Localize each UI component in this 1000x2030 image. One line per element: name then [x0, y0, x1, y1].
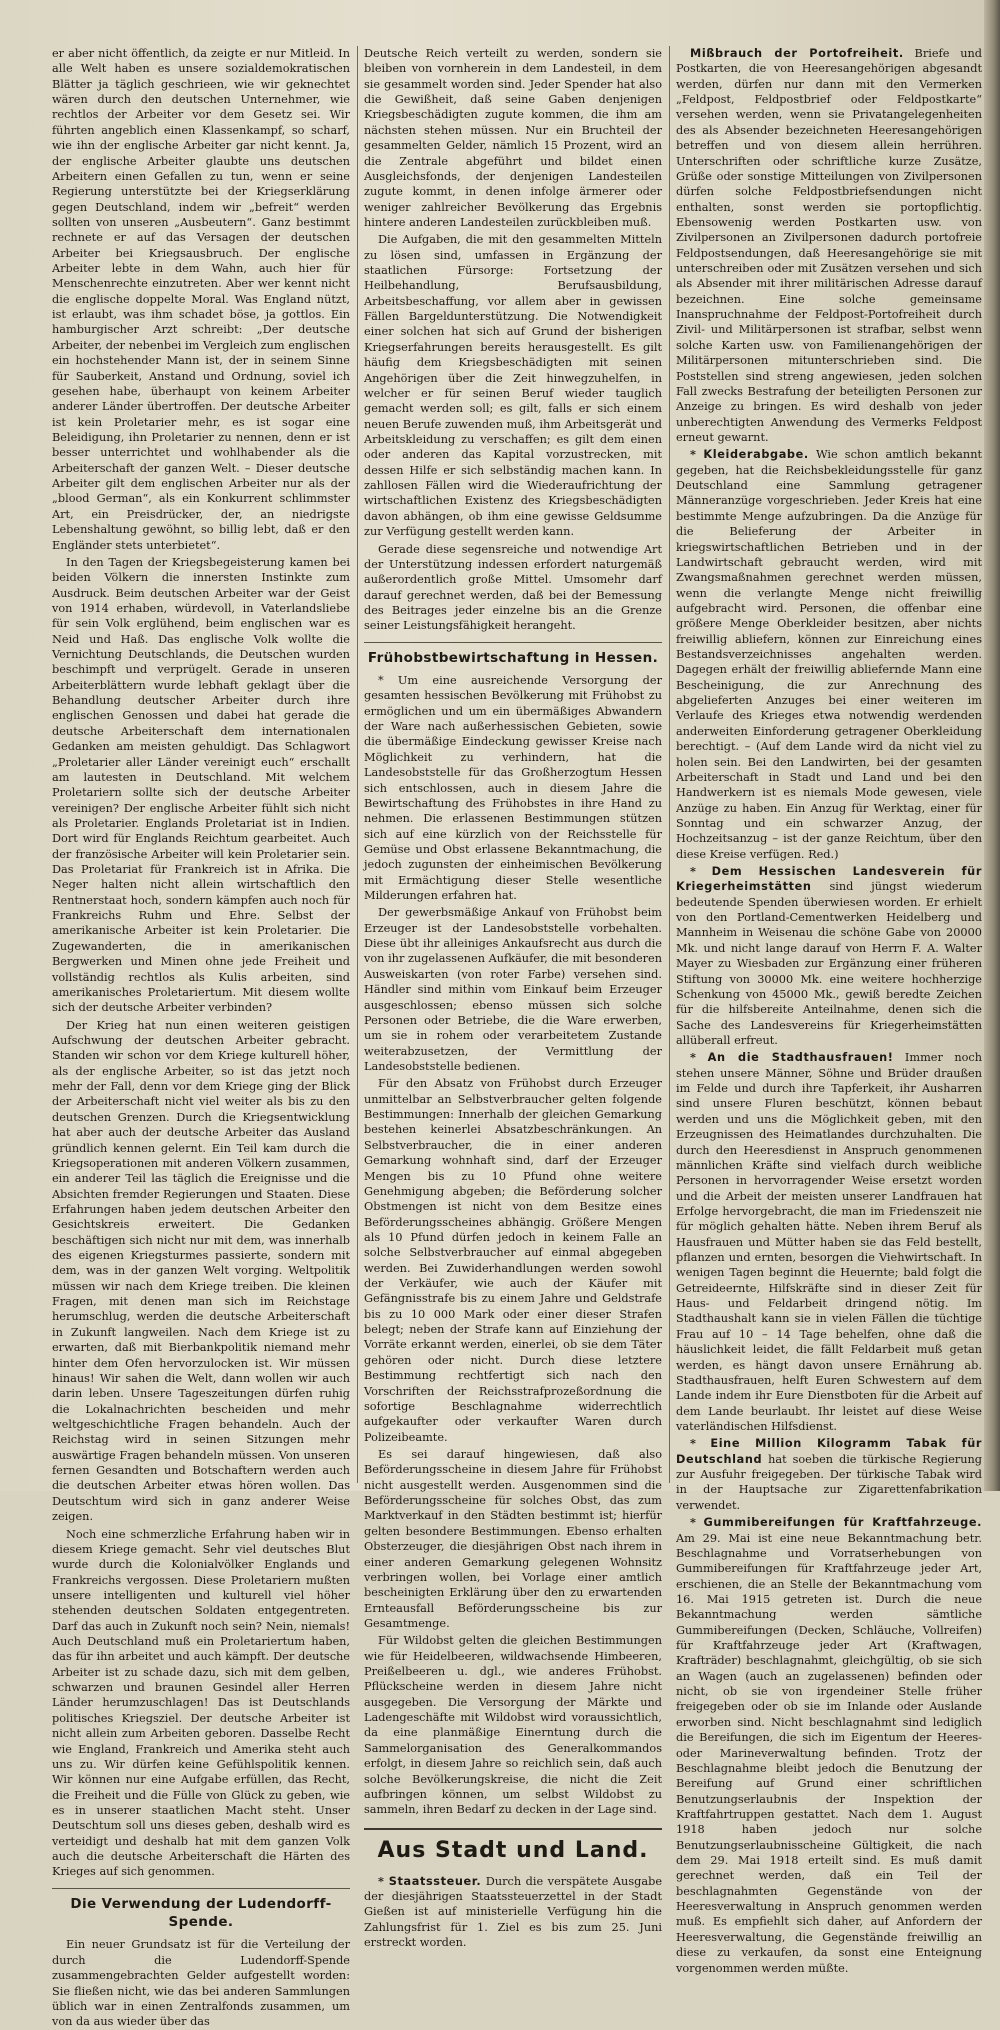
article-paragraph: Gerade diese segensreiche und notwendige Art der Unterstützung indessen erfordert naturgemäß außerordentlich große Mittel. Umsomehr darf darauf gerechnet werden, daß bei der Bemessung des Beitrages jeder einzelne bis an die Grenze seiner Leistungsfähigkeit herangeht. [364, 542, 662, 633]
article-paragraph: Deutsche Reich verteilt zu werden, sondern sie bleiben von vornherein in dem Landesteil, in dem sie gesammelt worden sind. Jeder Spender hat also die Gewißheit, daß seine Gaben denjenigen Kriegsbeschädigten zugute kommen, die ihm am nächsten stehen müssen. Nur ein Bruchteil der gesammelten Gelder, nämlich 15 Prozent, wird an die Zentrale abgeführt und bildet einen Ausgleichsfonds, der denjenigen Landesteilen zugute kommt, in denen infolge ärmerer oder weniger zahlreicher Bevölkerung das Ergebnis hintere anderen Landesteilen zurückbleiben muß. [364, 47, 662, 229]
item-heading-gummibereifungen: Gummibereifungen für Kraftfahrzeuge. [703, 1516, 982, 1530]
article-paragraph: Der Krieg hat nun einen weiteren geistigen Aufschwung der deutschen Arbeiter gebracht. Standen wir schon vor dem Kriege kulturell höher, als der englische Arbeiter, so ist das jetzt noch mehr der Fall, denn vor dem Kriege ging der Blick der Arbeiterschaft nicht viel weiter als bis zu den deutschen Grenzen. Durch die Kriegsentwicklung hat aber auch der deutsche Arbeiter das Ausland gründlich kennen gelernt. Ein Teil kam durch die Kriegsoperationen mit anderen Völkern zusammen, ein anderer Teil las täglich die Ereignisse und die Absichten fremder Regierungen und Staaten. Diese Erfahrungen haben jedem deutschen Arbeiter den Gesichtskreis erweitert. Die Gedanken beschäftigen sich nicht nur mit dem, was innerhalb des eigenen Kriegsturmes passierte, sondern mit dem, was in der ganzen Welt vorging. Weltpolitik müssen wir nach dem Kriege treiben. Die kleinen Fragen, mit denen man sich im Reichstage herumschlug, werden die deutsche Arbeiterschaft in Zukunft langweilen. Nach dem Kriege ist zu erwarten, daß mit Bierbankpolitik niemand mehr hinter dem Ofen hervorzulocken ist. Wir müssen hinaus! Wir sahen die Welt, dann wollen wir auch darin leben. Unsere Tageszeitungen dürfen ruhig die Lokalnachrichten bescheiden und mehr weltgeschichtliche Fragen behandeln. Auch der Reichstag wird in seinen Sitzungen mehr auswärtige Fragen behandeln müssen. Von unseren fernen Gesandten und Botschaftern werden auch die deutschen Arbeiter etwas hören wollen. Das Deutschtum wird sich in ganz anderer Weise zeigen. [52, 1018, 350, 1524]
column-divider [669, 46, 670, 1483]
article-paragraph: Ein neuer Grundsatz ist für die Verteilung der durch die Ludendorff-Spende zusammengebrachten Gelder aufgestellt worden: Sie fließen nicht, wie das bei anderen Sammlungen üblich war in einen Zentralfonds zusammen, um von da aus wieder über das [52, 1938, 350, 2029]
text-columns [52, 46, 986, 2029]
article-paragraph: Für den Absatz von Frühobst durch Erzeuger unmittelbar an Selbstverbraucher gelten folgende Bestimmungen: Innerhalb der gleichen Gemarkung bestehen keinerlei Absatzbeschränkungen. An Selbstverbraucher, die in einer anderen Gemarkung wohnhaft sind, darf der Erzeuger Mengen bis zu 10 Pfund ohne weitere Genehmigung abgeben; die Beförderung solcher Obstmengen ist nicht von dem Besitze eines Beförderungsscheines abhängig. Größere Mengen als 10 Pfund dürfen jedoch in keinem Falle an solche Selbstverbraucher auf einmal abgegeben werden. Bei Zuwiderhandlungen werden sowohl der Verkäufer, wie auch der Käufer mit Gefängnisstrafe bis zu einem Jahre und Geldstrafe bis zu 10 000 Mark oder einer dieser Strafen belegt; neben der Strafe kann auf Einziehung der Vorräte erkannt werden, einerlei, ob sie dem Täter gehören oder nicht. Durch diese letztere Bestimmung rechtfertigt sich nach den Vorschriften der Reichsstrafprozeßordnung die sofortige Beschlagnahme widerrechtlich aufgekaufter oder verkaufter Waren durch Polizeibeamte. [364, 1077, 662, 1444]
section-heading-ludendorff: Die Verwendung der Ludendorff-Spende. [52, 1888, 350, 1932]
section-heading-fruehobst: Frühobstbewirtschaftung in Hessen. [364, 642, 662, 667]
item-marker: * [690, 1436, 711, 1451]
item-heading-portofreiheit: Mißbrauch der Portofreiheit. [690, 47, 904, 60]
item-heading-hausfrauen: An die Stadthausfrauen! [707, 1051, 894, 1065]
item-heading-kleiderabgabe: Kleiderabgabe. [703, 448, 809, 462]
column-3 [676, 46, 983, 1975]
column-2 [364, 46, 663, 1949]
article-paragraph: er aber nicht öffentlich, da zeigte er nur Mitleid. In alle Welt haben es unsere sozialdemokratischen Blätter ja täglich geschrieen, wie wir geknechtet wären durch den deutschen Unternehmer, wie rechtlos der Arbeiter vor dem Gesetz sei. Wir führten angeblich einen Klassenkampf, so scharf, wie ihn der englische Arbeiter gar nicht kennt. Ja, der englische Arbeiter glaubte uns deutschen Arbeitern einen Gefallen zu tun, wenn er seine Regierung unterstützte bei der Kriegserklärung gegen Deutschland, indem wir „befreit“ werden sollten von unseren „Ausbeutern“. Ganz bestimmt rechnete er auf das Versagen der deutschen Arbeiter bei Kriegsausbruch. Der englische Arbeiter lebte in dem Wahn, auch hier für Menschenrechte einzutreten. Aber wer kennt nicht die englische doppelte Moral. Was England nützt, ist erlaubt, was ihm schadet böse, ja gottlos. Ein hamburgischer Arzt schreibt: „Der deutsche Arbeiter, der nebenbei im Vergleich zum englischen ein hochstehender Mann ist, der in seinem Sinne für Sauberkeit, Anstand und Ordnung, soviel ich gesehen habe, überhaupt von keinem Arbeiter anderer Länder übertroffen. Der deutsche Arbeiter ist kein Proletarier mehr, es ist sogar eine Beleidigung, ihn Proletarier zu nennen, denn er ist besser unterrichtet und wohlhabender als die Arbeiterschaft der ganzen Welt. – Dieser deutsche Arbeiter gilt dem englischen Arbeiter nur als der „blood German“, als ein Konkurrent schlimmster Art, ein Preisdrücker, der, an niedrigste Lebenshaltung gewöhnt, so billig lebt, daß er den Engländer stets unterbietet“. [52, 47, 350, 552]
item-marker: * [690, 447, 704, 462]
column-1 [52, 46, 350, 2029]
article-paragraph: Der gewerbsmäßige Ankauf von Frühobst beim Erzeuger ist der Landesobststelle vorbehalten. Diese übt ihr alleiniges Ankaufsrecht aus durch die von ihr zugelassenen Aufkäufer, die mit besonderen Ausweiskarten (von roter Farbe) versehen sind. Händler sind mithin vom Einkauf beim Erzeuger ausgeschlossen; ebenso müssen sich solche Personen oder Betriebe, die die Ware erwerben, um sie in rohem oder verarbeitetem Zustande weiterabzusetzen, der Vermittlung der Landesobststelle bedienen. [364, 906, 662, 1073]
item-text: Immer noch stehen unsere Männer, Söhne und Brüder draußen im Felde und durch ihre Tapferkeit, ihr Ausharren sind unsere Fluren beschützt, können bebaut werden und uns die Möglichkeit geben, mit den Erzeugnissen des Heimatlandes durchzuhalten. Die durch den Heeresdienst in Anspruch genommenen männlichen Kräfte sind vielfach durch weibliche Personen in hervorragender Weise ersetzt worden und die Arbeit der meisten unserer Landfrauen hat Erfolge hervorgebracht, die man im Friedenszeit nie für möglich gehalten hätte. Neben ihrem Beruf als Hausfrauen und Mütter haben sie das Feld bestellt, pflanzen und ernten, besorgen die Viehwirtschaft. In wenigen Tagen beginnt die Heuernte; bald folgt die Getreideernte, Hilfskräfte sind in dieser Zeit für Haus- und Feldarbeit dringend nötig. Im Stadthaushalt kann sie in vielen Fällen die tüchtige Frau auf 10 – 14 Tage behelfen, ohne daß die häuslichkeit leidet, die fällt Feldarbeit muß getan werden, es hängt davon unsere Ernährung ab. Stadthausfrauen, helft Euren Schwestern auf dem Lande indem ihr Eure Dienstboten für die Arbeit auf dem Lande beurlaubt. Ihr leistet auf diese Weise vaterländischen Hilfsdienst. [676, 1051, 982, 1433]
item-text: Am 29. Mai ist eine neue Bekanntmachung betr. Beschlagnahme und Vorratserhebungen von Gummibereifungen für Kraftfahrzeuge jeder Art, erschienen, die an Stelle der Bekanntmachung vom 16. Mai 1915 getreten ist. Durch die neue Bekanntmachung werden sämtliche Gummibereifungen (Decken, Schläuche, Vollreifen) für Kraftfahrzeuge jeder Art (Kraftwagen, Krafträder) beschlagnahmt, gleichgültig, ob sie sich an Wagen (auch an zugelassenen) befinden oder nicht, ob sie von irgendeiner Stelle früher freigegeben oder ob sie im Inlande oder Auslande erworben sind. Nicht beschlagnahmt sind lediglich die Bereifungen, die sich im Eigentum der Heeres- oder Marineverwaltung befinden. Trotz der Beschlagnahme bleibt jedoch die Benutzung der Bereifung auf Grund einer schriftlichen Benutzungserlaubnis der Inspektion der Kraftfahrtruppen gestattet. Nach dem 1. August 1918 haben jedoch nur solche Benutzungserlaubnisscheine Gültigkeit, die nach dem 29. Mai 1918 erteilt sind. Es muß damit gerechnet werden, daß ein Teil der beschlagnahmten Gegenstände von der Heeresverwaltung in Anspruch genommen werden muß. Es empfiehlt sich daher, auf Anfordern der Heeresverwaltung, die Gegenstände freiwillig an diese zu verkaufen, da sonst eine Enteignung vorgenommen werden müßte. [676, 1531, 982, 1975]
article-paragraph: * Um eine ausreichende Versorgung der gesamten hessischen Bevölkerung mit Frühobst zu ermöglichen und um ein übermäßiges Abwandern der Ware nach außerhessischen Gebieten, sowie die übermäßige Eindeckung gewisser Kreise nach Möglichkeit zu verhindern, hat die Landesobststelle für das Großherzogtum Hessen sich entschlossen, auch in diesem Jahre die Bewirtschaftung des Frühobstes in ihre Hand zu nehmen. Die erlassenen Bestimmungen stützen sich auf eine kürzlich von der Reichsstelle für Gemüse und Obst erlassene Bekanntmachung, die jedoch zugunsten der einheimischen Bevölkerung mit Ermächtigung dieser Stelle wesentliche Milderungen erfahren hat. [364, 674, 662, 903]
item-marker: * [378, 1873, 389, 1888]
item-heading-landesverein: Dem Hessischen Landesverein für Kriegerheimstätten [676, 865, 982, 894]
item-marker: * [690, 864, 712, 879]
item-text: hat soeben die türkische Regierung zur Ausfuhr freigegeben. Der türkische Tabak wird in der Hauptsache zur Zigarettenfabrikation verwendet. [676, 1452, 982, 1512]
article-paragraph: Es sei darauf hingewiesen, daß also Beförderungsscheine in diesem Jahre für Frühobst nicht ausgestellt werden. Ausgenommen sind die Beförderungsscheine für solches Obst, das zum Marktverkauf in den Städten bestimmt ist; hierfür gelten besondere Bestimmungen. Ebenso erhalten Obsterzeuger, die diesjährigen Obst nach ihrem in einer anderen Gemarkung gelegenen Wohnsitz verbringen wollen, bei Vorlage einer amtlich bescheinigten Erklärung über den zu erwartenden Ernteausfall Beförderungsscheine bis zur Gesamtmenge. [364, 1447, 662, 1630]
item-text: Durch die verspätete Ausgabe der diesjährigen Staatssteuerzettel in der Stadt Gießen ist auf ministerielle Verfügung hin die Zahlungsfrist für 1. Ziel es bis zum 25. Juni erstreckt worden. [364, 1874, 663, 1949]
section-heading-stadt-land: Aus Stadt und Land. [364, 1828, 662, 1866]
item-heading-staatssteuer: Staatssteuer. [388, 1874, 482, 1888]
article-paragraph: In den Tagen der Kriegsbegeisterung kamen bei beiden Völkern die innersten Instinkte zum Ausdruck. Beim deutschen Arbeiter war der Geist von 1914 erhaben, würdevoll, in Vaterlandsliebe für sein Volk erglühend, beim englischen war es Neid und Haß. Das englische Volk wollte die Vernichtung Deutschlands, die Deutschen wurden beschimpft und verprügelt. Gerade in unseren Arbeiterblättern wurde lebhaft geklagt über die Behandlung deutscher Arbeiter durch ihre englischen Genossen und dabei hat gerade die deutsche Arbeiterschaft dem internationalen Gedanken am meisten gehuldigt. Das Schlagwort „Proletarier aller Länder vereinigt euch“ erschallt am lautesten in Deutschland. Mit welchem Proletariern sollte sich der deutsche Arbeiter vereinigen? Der englische Arbeiter fühlt sich nicht als Proletarier. Englands Proletariat ist in Indien. Dort wird für Englands Reichtum gearbeitet. Auch der französische Arbeiter will kein Proletarier sein. Das Proletariat für Frankreich ist in Afrika. Die Neger halten nicht allein wirtschaftlich den Rentnerstaat hoch, sondern kämpfen auch noch für Frankreichs Ruhm und Ehre. Selbst der amerikanische Arbeiter ist kein Proletarier. Die Zugewanderten, die in amerikanischen Bergwerken und Minen ohne jede Freiheit und vollständig rechtlos als Kulis arbeiten, sind amerikanisches Proletariertum. Mit diesem wollte sich der deutsche Arbeiter verbinden? [52, 555, 350, 1015]
article-paragraph: Die Aufgaben, die mit den gesammelten Mitteln zu lösen sind, umfassen in Ergänzung der staatlichen Fürsorge: Fortsetzung der Heilbehandlung, Berufsausbildung, Arbeitsbeschaffung, vor allem aber in gewissen Fällen Bargeldunterstützung. Die Notwendigkeit einer solchen hat sich auf Grund der bisherigen Kriegserfahrungen bereits herausgestellt. Es gilt häufig dem Kriegsbeschädigten mit seinen Angehörigen über die Zeit hinwegzuhelfen, in welcher er für seinen Beruf wieder tauglich gemacht werden soll; es gilt, falls er sich einem neuen Berufe zuwenden muß, ihm Arbeitsgerät und Arbeitskleidung zu verschaffen; es gilt dem einen oder anderen das Kapital vorzustrecken, mit dessen Hilfe er sich selbständig machen kann. In zahllosen Fällen wird die Wiederaufrichtung der wirtschaftlichen Existenz des Kriegsbeschädigten davon abhängen, ob ihm eine gewisse Geldsumme zur Verfügung gestellt werden kann. [364, 233, 662, 539]
item-text: sind jüngst wiederum bedeutende Spenden überwiesen worden. Er erhielt von den Portland-Cementwerken Heidelberg und Mannheim in Weisenau die schöne Gabe von 20000 Mk. und nicht lange darauf von Herrn F. A. Walter Mayer zu Wiesbaden zur Ergänzung einer früheren Stiftung von 30000 Mk. eine weitere hochherzige Schenkung von 45000 Mk., gewiß beredte Zeichen für die hilfsbereite Anteilnahme, denen sich die Sache des Landesvereins für Kriegerheimstätten allüberall erfreut. [676, 880, 983, 1047]
item-heading-tabak: Eine Million Kilogramm Tabak für Deutschland [676, 1437, 983, 1466]
article-paragraph: Noch eine schmerzliche Erfahrung haben wir in diesem Kriege gemacht. Sehr viel deutsches Blut wurde durch die Kolonialvölker Englands und Frankreichs vergossen. Diese Proletariern mußten unsere intelligenten und kulturell viel höher stehenden deutschen Soldaten entgegentreten. Darf das auch in Zukunft noch sein? Nein, niemals! Auch Deutschland muß ein Proletariertum haben, das für ihn arbeitet und auch kämpft. Der deutsche Arbeiter ist zu schade dazu, sich mit dem gelben, schwarzen und braunen Gesindel aller Herren Länder herumzuschlagen! Das ist Deutschlands politisches Kriegsziel. Der deutsche Arbeiter ist nicht allein zum Arbeiten geboren. Dasselbe Recht wie England, Frankreich und Amerika steht auch uns zu. Wir dürfen keine Gefühlspolitik kennen. Wir können nur eine Aufgabe erfüllen, das Recht, die Freiheit und die Fülle von Glück zu geben, wie es in unserer staatlichen Macht steht. Unser Deutschtum soll uns dieses geben, deshalb wird es verteidigt und deshalb hat mit dem ganzen Volk auch die deutsche Arbeiterschaft die Härten des Krieges auf sich genommen. [52, 1527, 350, 1879]
item-marker: * [690, 1515, 704, 1530]
item-marker: * [690, 1050, 708, 1065]
item-text: Wie schon amtlich bekannt gegeben, hat die Reichsbekleidungsstelle für ganz Deutschland eine Sammlung getragener Männeranzüge vorgeschrieben. Jeder Kreis hat eine bestimmte Menge aufzubringen. Da die Anzüge für die Belieferung der Arbeiter in kriegswirtschaftlichen Betrieben und in der Landwirtschaft gebraucht werden, wird mit Zwangsmaßnahmen gerechnet werden müssen, wenn die verlangte Menge nicht freiwillig aufgebracht wird. Personen, die offenbar eine größere Menge Oberkleider besitzen, aber nichts freiwillig abliefern, können zur Einreichung eines Bestandsverzeichnisses angehalten werden. Dagegen erhält der freiwillig abliefernde Mann eine Bescheinigung, die zur Anrechnung des abgelieferten Anzuges bei einer weiteren im Verlaufe des Krieges etwa notwendig werdenden anderweiten Einforderung getragener Oberkleidung berechtigt. – (Auf dem Lande wird da nicht viel zu holen sein. Bei den Landwirten, bei der gesamten Arbeiterschaft in Stadt und Land und bei den Handwerkern ist es niemals Mode gewesen, viele Anzüge zu haben. Ein Anzug für Werktag, einer für Sonntag und ein schwarzer Anzug, der Hochzeitsanzug – ist der ganze Reichtum, über den diese Kreise verfügen. Red.) [676, 448, 983, 861]
column-divider [357, 46, 358, 1483]
binding-edge [984, 0, 1000, 1491]
item-text: Briefe und Postkarten, die von Heeresangehörigen abgesandt werden, dürfen nur dann mit den Vermerken „Feldpost, Feldpostbrief oder Feldpostkarte“ versehen werden, wenn sie Privatangelegenheiten des als Absender bezeichneten Heeresangehörigen betreffen und von diesem allein herrühren. Unterschriften oder schriftliche kurze Zusätze, Grüße oder sonstige Mitteilungen von Zivilpersonen dürfen solche Feldpostbriefsendungen nicht enthalten, sonst werden sie portopflichtig. Ebensowenig werden Postkarten usw. von Zivilpersonen an Zivilpersonen dadurch portofreie Feldpostsendungen, daß Heeresangehörige sie mit unterschreiben oder mit Zusätzen versehen und sich als Absender mit ihrer militärischen Adresse darauf bezeichnen. Eine solche gemeinsame Inanspruchnahme der Feldpost-Portofreiheit durch Zivil- und Militärpersonen ist strafbar, selbst wenn solche Karten usw. von Familienangehörigen der Militärpersonen mitunterschrieben sind. Die Poststellen sind streng angewiesen, jeden solchen Fall zwecks Bestrafung der beteiligten Personen zur Anzeige zu bringen. Es wird deshalb von jeder unberechtigten Anwendung des Vermerks Feldpost erneut gewarnt. [676, 47, 982, 444]
article-paragraph: Für Wildobst gelten die gleichen Bestimmungen wie für Heidelbeeren, wildwachsende Himbeeren, Preißelbeeren u. dgl., wie anderes Frühobst. Pflückscheine werden in diesem Jahre nicht ausgegeben. Die Versorgung der Märkte und Ladengeschäfte mit Wildobst wird voraussichtlich, da eine planmäßige Einerntung durch die Sammelorganisation des Generalkommandos erfolgt, in diesem Jahre so reichlich sein, daß auch solche Bevölkerungskreise, die nicht die Zeit aufbringen können, um selbst Wildobst zu sammeln, ihren Bedarf zu decken in der Lage sind. [364, 1634, 662, 1817]
